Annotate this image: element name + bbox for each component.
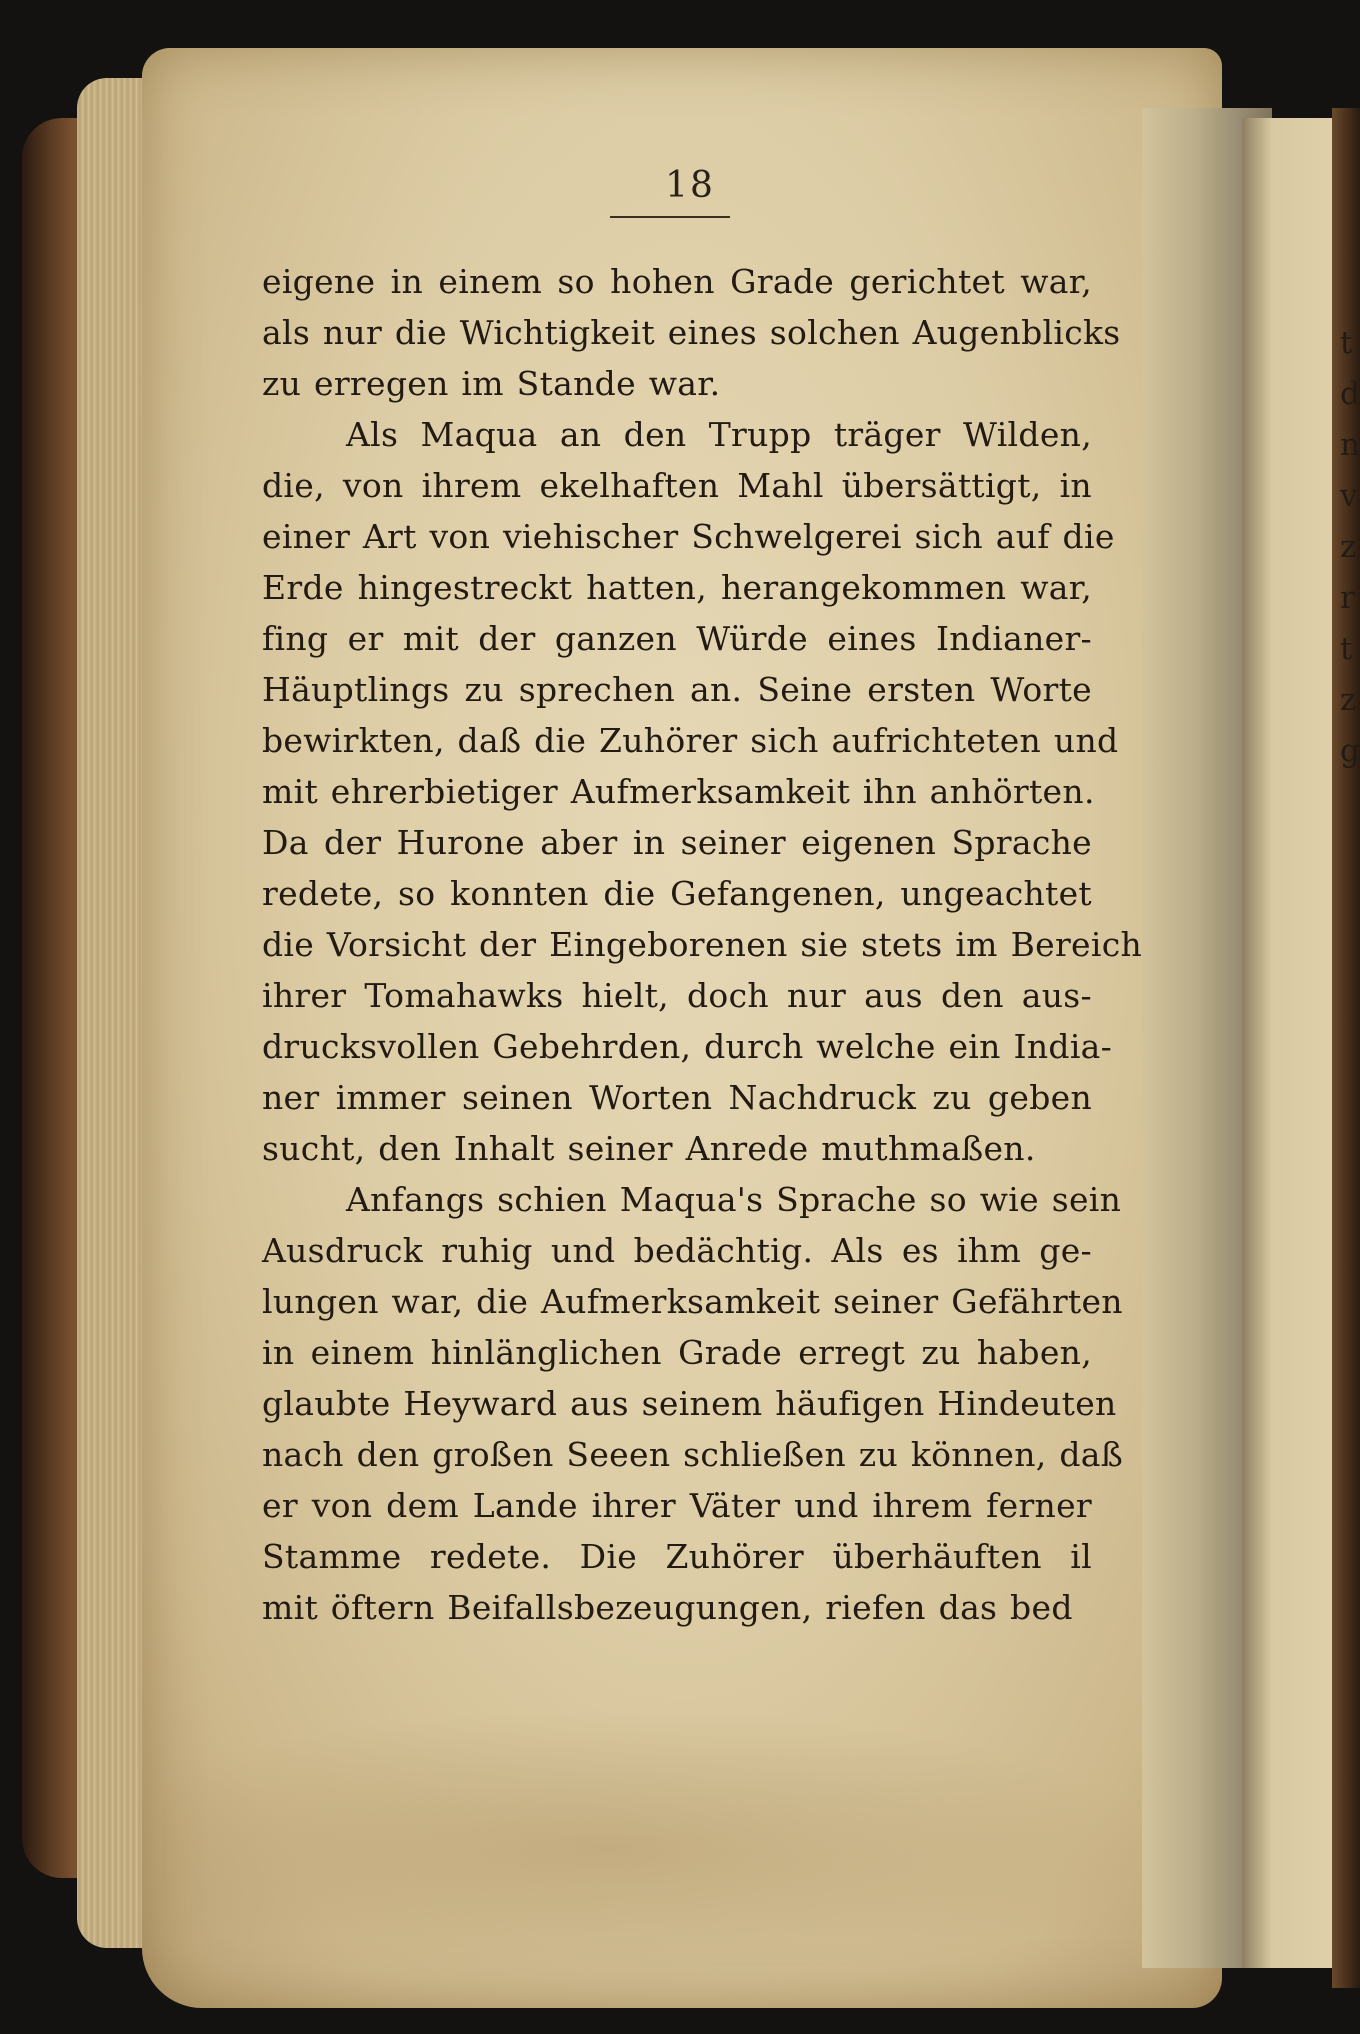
right-page-text-fragment [1340,318,1360,777]
page-number: 18 [665,165,715,206]
text-line: er von dem Lande ihrer Väter und ihrem ferner [262,1486,1092,1525]
text-line: eigene in einem so hohen Grade gerichtet war, [262,262,1092,301]
body-text [262,256,1143,1633]
text-line: ner immer seinen Worten Nachdruck zu geben [262,1078,1092,1117]
text-line: Häuptlings zu sprechen an. Seine ersten Worte [262,670,1092,709]
text-line: nach den großen Seeen schließen zu können, daß [262,1435,1124,1474]
text-line: Als Maqua an den Trupp träger Wilden, [346,415,1092,454]
text-line: redete, so konnten die Gefangenen, ungeachtet [262,874,1092,913]
fragment-letter: d [1340,376,1360,412]
text-line: lungen war, die Aufmerksamkeit seiner Gefährten [262,1282,1123,1321]
text-line: die Vorsicht der Eingeborenen sie stets im Bereich [262,925,1143,964]
fragment-letter: n [1340,427,1360,463]
text-line: Da der Hurone aber in seiner eigenen Sprache [262,823,1092,862]
text-line: bewirkten, daß die Zuhörer sich aufrichteten und [262,721,1119,760]
text-line: mit ehrerbietiger Aufmerksamkeit ihn anhörten. [262,772,1095,811]
fragment-letter: r [1340,580,1355,616]
fragment-letter: g [1340,733,1360,769]
fragment-letter: t [1340,325,1353,361]
text-line: mit öftern Beifallsbezeugungen, riefen das bed [262,1588,1073,1627]
text-line: glaubte Heyward aus seinem häufigen Hindeuten [262,1384,1117,1423]
text-line: als nur die Wichtigkeit eines solchen Augenblicks [262,313,1121,352]
fragment-letter: v [1340,478,1358,514]
text-line: sucht, den Inhalt seiner Anrede muthmaßen. [262,1129,1036,1168]
text-line: Stamme redete. Die Zuhörer überhäuften il [262,1537,1092,1576]
text-line: drucksvollen Gebehrden, durch welche ein India- [262,1027,1113,1066]
text-line: die, von ihrem ekelhaften Mahl übersättigt, in [262,466,1092,505]
text-line: ihrer Tomahawks hielt, doch nur aus den aus- [262,976,1092,1015]
text-line: zu erregen im Stande war. [262,364,721,403]
text-line: einer Art von viehischer Schwelgerei sich auf die [262,517,1115,556]
text-line: Ausdruck ruhig und bedächtig. Als es ihm ge- [262,1231,1092,1270]
fragment-letter: t [1340,631,1353,667]
text-line: Anfangs schien Maqua's Sprache so wie sein [346,1180,1122,1219]
text-line: fing er mit der ganzen Würde eines Indianer- [262,619,1092,658]
fragment-letter: z [1340,529,1357,565]
text-line: in einem hinlänglichen Grade erregt zu haben, [262,1333,1092,1372]
fragment-letter: z [1340,682,1357,718]
header-rule [610,216,730,218]
text-line: Erde hingestreckt hatten, herangekommen war, [262,568,1092,607]
